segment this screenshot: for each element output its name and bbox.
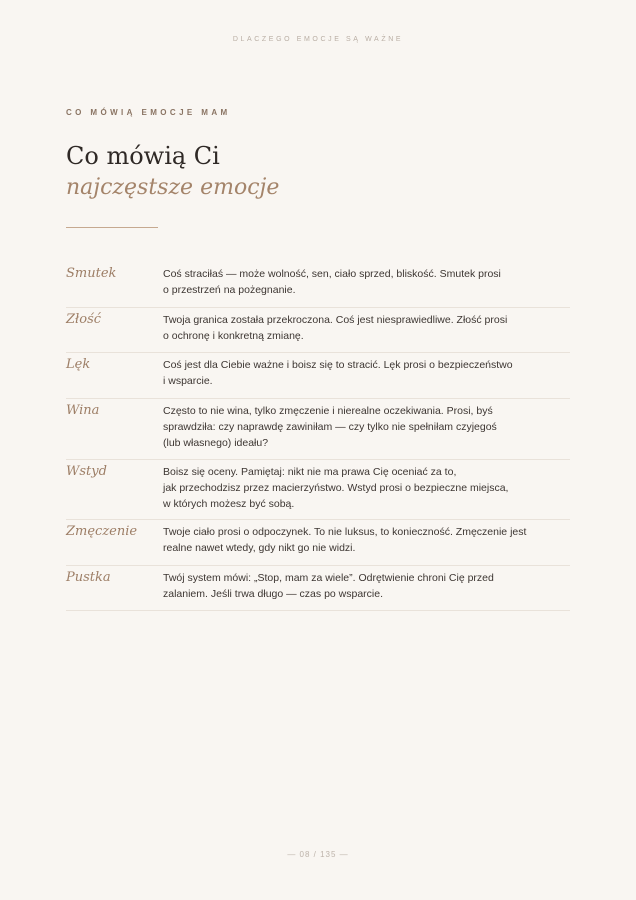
emotion-table [66, 262, 570, 611]
emotion-name: Wstyd [66, 464, 107, 479]
emotion-name: Złość [66, 312, 102, 327]
emotion-description: Boisz się oceny. Pamiętaj: nikt nie ma prawa Cię oceniać za to, jak przechodzisz przez macierzyństwo. Wstyd prosi o bezpieczne miejsca, w których możesz być sobą. [163, 466, 509, 510]
emotion-description: Coś straciłaś — może wolność, sen, ciało sprzed, bliskość. Smutek prosi o przestrzeń na pożegnanie. [163, 268, 501, 296]
emotion-name: Zmęczenie [66, 524, 138, 539]
emotion-name: Pustka [66, 570, 111, 585]
emotion-name: Lęk [66, 357, 91, 372]
emotion-row-wstyd [66, 460, 570, 520]
title-divider [66, 227, 158, 228]
section-eyebrow: CO MÓWIĄ EMOCJE MAM [66, 108, 231, 117]
page-subtitle: najczęstsze emocje [66, 175, 280, 200]
emotion-description: Twój system mówi: „Stop, mam za wiele”. Odrętwienie chroni Cię przed zalaniem. Jeśli trwa długo — czas po wsparcie. [163, 572, 494, 600]
emotion-description: Twoje ciało prosi o odpoczynek. To nie luksus, to konieczność. Zmęczenie jest realne nawet wtedy, gdy nikt go nie widzi. [163, 526, 527, 554]
emotion-row-zmeczenie [66, 520, 570, 566]
emotion-name: Smutek [66, 266, 117, 281]
emotion-row-lek [66, 353, 570, 399]
page-title: Co mówią Ci [66, 142, 220, 170]
page-number: — 08 / 135 — [287, 850, 349, 859]
emotion-row-pustka [66, 566, 570, 611]
emotion-description: Coś jest dla Ciebie ważne i boisz się to stracić. Lęk prosi o bezpieczeństwo i wsparcie. [163, 359, 513, 387]
emotion-row-wina [66, 399, 570, 460]
emotion-row-zlosc [66, 308, 570, 353]
running-head: DLACZEGO EMOCJE SĄ WAŻNE [232, 36, 404, 43]
emotion-row-smutek [66, 262, 570, 308]
emotion-description: Często to nie wina, tylko zmęczenie i nierealne oczekiwania. Prosi, byś sprawdziła: czy naprawdę zawiniłam — czy tylko nie spełniłam czyjegoś (lub własnego) ideału? [163, 405, 497, 449]
emotion-name: Wina [66, 403, 100, 418]
emotion-description: Twoja granica została przekroczona. Coś jest niesprawiedliwe. Złość prosi o ochronę i konkretną zmianę. [163, 314, 508, 342]
